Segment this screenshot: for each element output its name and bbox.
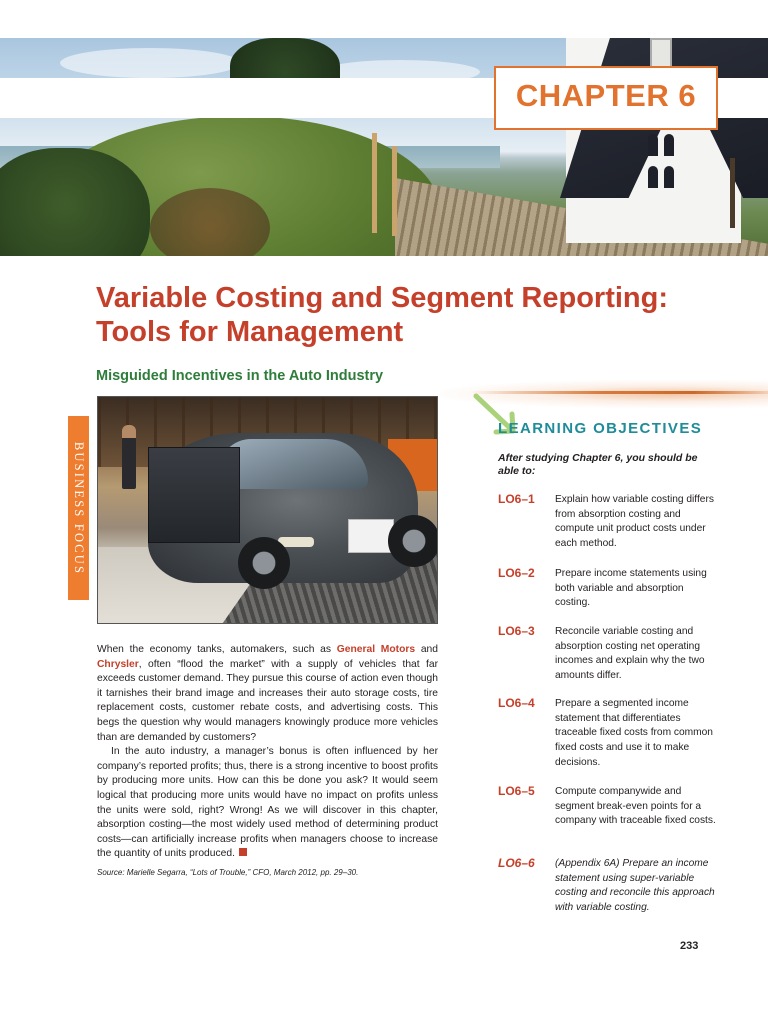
objective-text: Compute companywide and segment break-even points for a company with traceable fixed costs. (555, 786, 716, 827)
worker-figure (122, 425, 136, 489)
general-motors-name: General Motors (336, 644, 416, 655)
learning-objectives-heading: LEARNING OBJECTIVES (498, 420, 703, 437)
objective-code: LO6–3 (498, 624, 535, 638)
chapter-label: CHAPTER 6 (515, 78, 697, 113)
chapter-title-line2: Tools for Management (96, 316, 404, 348)
feature-subtitle: Misguided Incentives in the Auto Industry (96, 368, 384, 384)
article-paragraph-2: In the auto industry, a manager’s bonus is often influenced by her company’s reported profits; thus, there is a strong incentive to boost profits by producing more units. How can this be done you ask? It would seem logical that producing more units would have no impact on profits unless the units were sold, right? Wrong! As we will discover in this chapter, absorption costing—the most widely used method of determining product costs—can artificially increase profits when managers choose to increase the quantity of units produced. (97, 746, 438, 860)
article-body (97, 643, 438, 862)
objective-code: LO6–4 (498, 696, 535, 710)
objective-text: Prepare a segmented income statement that differentiates traceable fixed costs from common fixed costs and use it to make decisions. (555, 698, 713, 768)
chapter-title-line1: Variable Costing and Segment Reporting: (96, 282, 669, 314)
page-number: 233 (680, 940, 699, 952)
chapter-title (96, 281, 716, 349)
article-paragraph-1: When the economy tanks, automakers, such as General Motors and Chrysler, often “flood the market” with a supply of vehicles that far exceeds customer demand. They pursue this course of action even though it tarnishes their brand image and increases their auto storage costs, tire replacement costs, customer rebate costs, and advertising costs. This begs the question why would managers knowingly produce more vehicles than are demanded by customers? (97, 644, 438, 743)
objective-text: (Appendix 6A) Prepare an income statement using super-variable costing and reconcile this approach with variable costing. (555, 858, 715, 914)
business-focus-label: BUSINESS FOCUS (72, 441, 86, 575)
end-mark-icon (239, 848, 247, 856)
learning-objectives-intro: After studying Chapter 6, you should be able to: (498, 452, 698, 477)
objective-text: Prepare income statements using both variable and absorption costing. (555, 568, 707, 609)
objective-text: Explain how variable costing differs from absorption costing and compute unit product costs under each method. (555, 494, 714, 550)
objective-code: LO6–6 (498, 856, 535, 870)
objective-code: LO6–1 (498, 492, 535, 506)
objective-text: Reconcile variable costing and absorption costing net operating incomes and explain why the two amounts differ. (555, 626, 705, 682)
article-source: Source: Marielle Segarra, “Lots of Trouble,” CFO, March 2012, pp. 29–30. (97, 868, 359, 877)
chrysler-name: Chrysler (97, 658, 139, 670)
objective-code: LO6–5 (498, 784, 535, 798)
car-factory-photo (97, 396, 438, 624)
objective-code: LO6–2 (498, 566, 535, 580)
